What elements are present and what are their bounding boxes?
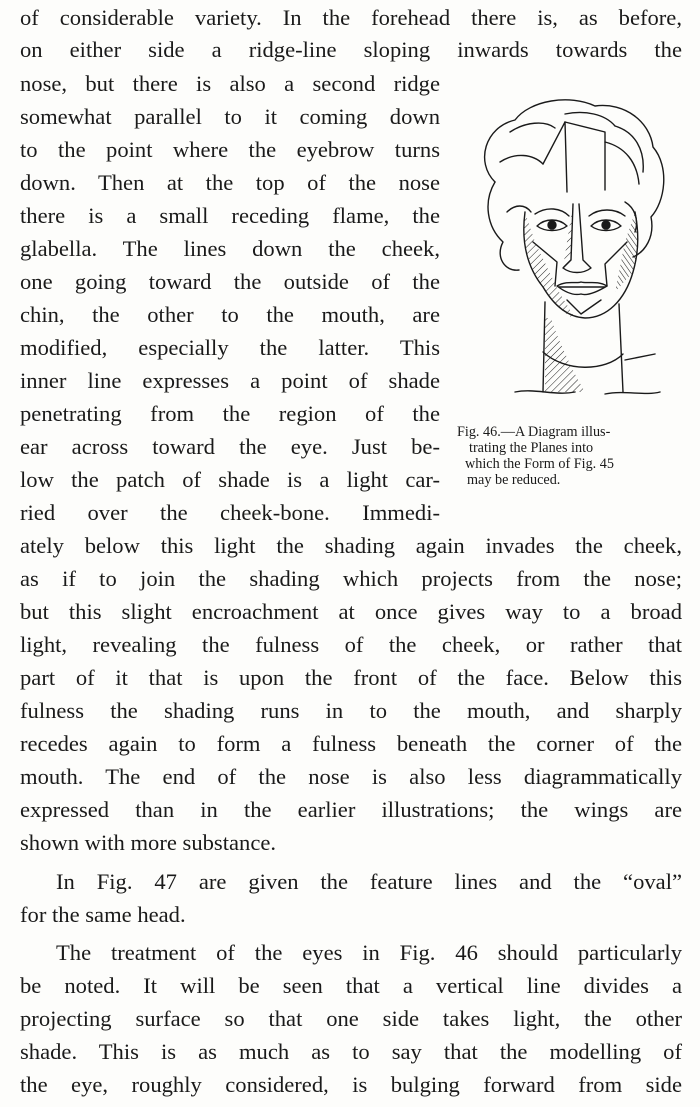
caption-line: may be reduced.: [467, 472, 561, 488]
text-line: projecting surface so that one side takes light, the other: [20, 1006, 682, 1031]
text-line: nose, but there is also a second ridge: [20, 71, 440, 96]
text-line: on either side a ridge-line sloping inwards towards the: [20, 37, 682, 62]
text-line: expressed than in the earlier illustrations; the wings are: [20, 797, 682, 822]
text-line: somewhat parallel to it coming down: [20, 104, 440, 129]
text-line: In Fig. 47 are given the feature lines and the “oval”: [56, 869, 682, 894]
text-line: to the point where the eyebrow turns: [20, 137, 440, 162]
caption-line: trating the Planes into: [469, 440, 594, 456]
text-line: ried over the cheek-bone. Immedi-: [20, 500, 440, 525]
text-line: of considerable variety. In the forehead there is, as before,: [20, 5, 682, 30]
text-line: ately below this light the shading again invades the cheek,: [20, 533, 682, 558]
text-line: penetrating from the region of the: [20, 401, 440, 426]
text-line: fulness the shading runs in to the mouth, and sharply: [20, 698, 682, 723]
text-line: part of it that is upon the front of the face. Below this: [20, 665, 682, 690]
text-line: there is a small receding flame, the: [20, 203, 440, 228]
text-line: low the patch of shade is a light car-: [20, 467, 440, 492]
text-line: mouth. The end of the nose is also less diagrammatically: [20, 764, 682, 789]
text-line: ear across toward the eye. Just be-: [20, 434, 440, 459]
text-line: chin, the other to the mouth, are: [20, 302, 440, 327]
text-line: down. Then at the top of the nose: [20, 170, 440, 195]
text-line: The treatment of the eyes in Fig. 46 should particularly: [56, 940, 682, 965]
text-line: for the same head.: [20, 902, 186, 927]
text-line: the eye, roughly considered, is bulging forward from side: [20, 1072, 682, 1097]
text-line: as if to join the shading which projects from the nose;: [20, 566, 682, 591]
text-line: shade. This is as much as to say that the modelling of: [20, 1039, 682, 1064]
figure-caption: [455, 424, 687, 488]
text-line: recedes again to form a fulness beneath the corner of the: [20, 731, 682, 756]
figure-46-illustration: [455, 92, 687, 420]
text-line: be noted. It will be seen that a vertical line divides a: [20, 973, 682, 998]
text-line: inner line expresses a point of shade: [20, 368, 440, 393]
text-line: shown with more substance.: [20, 830, 277, 855]
text-line: modified, especially the latter. This: [20, 335, 440, 360]
text-line: glabella. The lines down the cheek,: [20, 236, 440, 261]
text-line: one going toward the outside of the: [20, 269, 440, 294]
caption-line: which the Form of Fig. 45: [465, 456, 614, 472]
caption-line: Fig. 46.—A Diagram illus-: [457, 424, 611, 440]
text-line: but this slight encroachment at once gives way to a broad: [20, 599, 682, 624]
text-line: light, revealing the fulness of the cheek, or rather that: [20, 632, 682, 657]
